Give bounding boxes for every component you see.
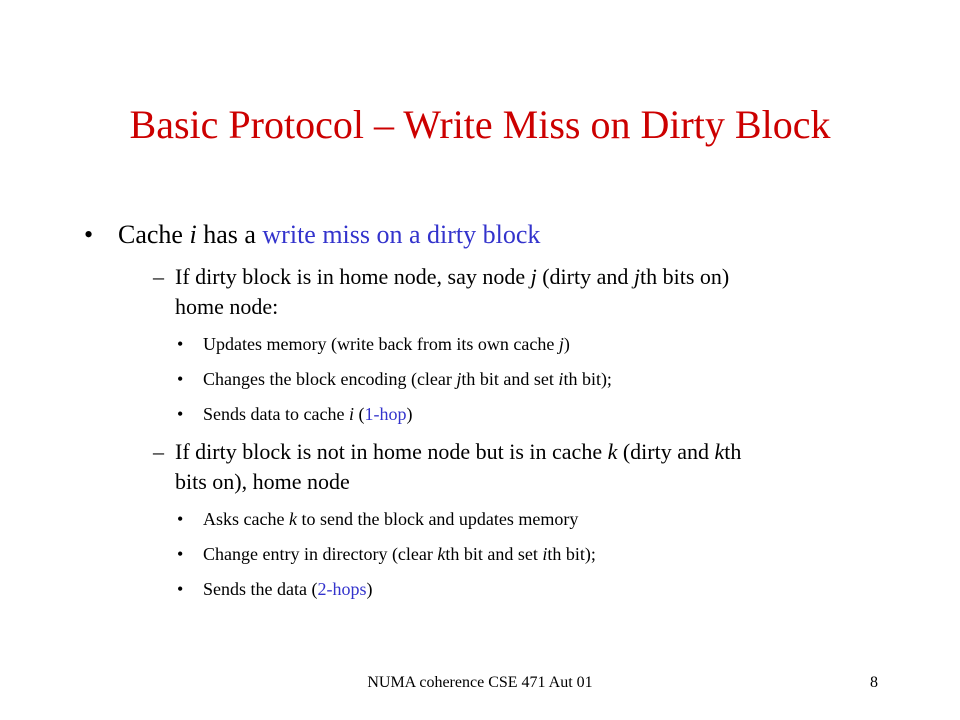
case2-line2: bits on), home node bbox=[175, 469, 350, 494]
bullet-main-pre: Cache bbox=[118, 220, 190, 249]
item-text: Asks cache bbox=[203, 509, 289, 529]
case2-item-3 bbox=[177, 577, 373, 601]
footer-text: NUMA coherence CSE 471 Aut 01 bbox=[367, 674, 593, 691]
bullet-dot-icon: • bbox=[177, 544, 184, 564]
item-text: th bit and set bbox=[445, 544, 543, 564]
var-k: k bbox=[288, 509, 297, 529]
case1-item-3 bbox=[177, 402, 413, 426]
case1-text-1: If dirty block is in home node, say node bbox=[175, 264, 531, 289]
page-number: 8 bbox=[870, 674, 878, 691]
case1-text-3: th bits on) bbox=[640, 264, 730, 289]
dash-icon: – bbox=[153, 439, 164, 464]
var-i: i bbox=[348, 404, 354, 424]
bullet-dot-icon: • bbox=[177, 334, 184, 354]
item-text: th bit and set bbox=[461, 369, 559, 389]
bullet-dot-icon: • bbox=[84, 220, 94, 249]
var-j: j bbox=[633, 264, 641, 289]
bullet-main-mid: has a bbox=[196, 220, 263, 249]
var-i: i bbox=[542, 544, 548, 564]
case1-line1 bbox=[153, 262, 875, 292]
case1-line2: home node: bbox=[175, 294, 279, 319]
item-text: ) bbox=[563, 334, 570, 354]
case1-text-2: (dirty and bbox=[536, 264, 634, 289]
case2-text-2: (dirty and bbox=[617, 439, 715, 464]
case2-text-1: If dirty block is not in home node but is in cache bbox=[175, 439, 608, 464]
item-text: th bit); bbox=[563, 369, 612, 389]
item-text: Changes the block encoding (clear bbox=[203, 369, 457, 389]
case2-line1 bbox=[153, 437, 875, 467]
dash-icon: – bbox=[153, 264, 164, 289]
hop-count: 2-hops bbox=[317, 579, 367, 599]
slide-title: Basic Protocol – Write Miss on Dirty Block bbox=[129, 102, 831, 147]
var-j: j bbox=[530, 264, 537, 289]
var-k: k bbox=[437, 544, 446, 564]
bullet-main bbox=[84, 218, 541, 252]
item-text: ) bbox=[406, 404, 413, 424]
case2-item-2 bbox=[177, 542, 596, 566]
hop-count: 1-hop bbox=[364, 404, 407, 424]
item-text: ( bbox=[353, 404, 365, 424]
item-text: ) bbox=[366, 579, 373, 599]
case1-item-2 bbox=[177, 367, 612, 391]
var-k: k bbox=[714, 439, 725, 464]
bullet-main-highlight: write miss on a dirty block bbox=[262, 220, 541, 249]
item-text: Updates memory (write back from its own cache bbox=[203, 334, 559, 354]
var-i: i bbox=[558, 369, 564, 389]
bullet-dot-icon: • bbox=[177, 509, 184, 529]
item-text: Sends data to cache bbox=[203, 404, 349, 424]
var-k: k bbox=[607, 439, 618, 464]
bullet-dot-icon: • bbox=[177, 404, 184, 424]
item-text: th bit); bbox=[547, 544, 596, 564]
var-j: j bbox=[456, 369, 462, 389]
var-j: j bbox=[558, 334, 564, 354]
case1-item-1 bbox=[177, 332, 570, 356]
case2-item-1 bbox=[177, 507, 579, 531]
var-i: i bbox=[189, 220, 197, 249]
item-text: Sends the data ( bbox=[203, 579, 318, 599]
bullet-dot-icon: • bbox=[177, 369, 184, 389]
case2-text-3: th bbox=[724, 439, 742, 464]
item-text: to send the block and updates memory bbox=[296, 509, 579, 529]
bullet-dot-icon: • bbox=[177, 579, 184, 599]
item-text: Change entry in directory (clear bbox=[203, 544, 438, 564]
